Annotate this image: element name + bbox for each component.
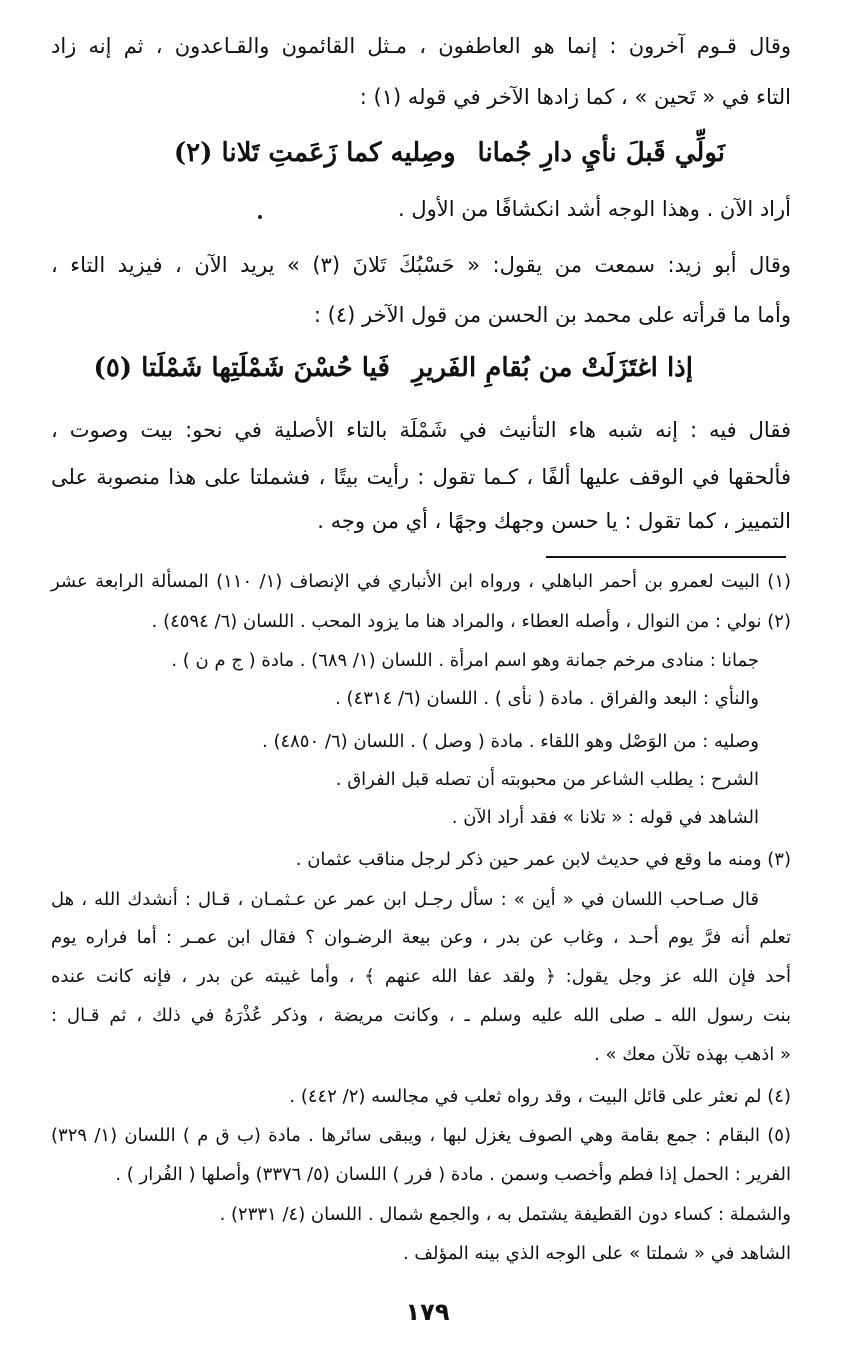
- footnote-5-line-1: (٥) البقام : جمع بقامة وهي الصوف يغزل لبها ، ويبقى سائرها . مادة (ب ق م ) اللسان (١/ ٣٢٩): [51, 1125, 791, 1146]
- body-line-4: وقال أبو زيد: سمعت من يقول: « حَسْبُكَ تَلانَ (٣) » يريد الآن ، فيزيد التاء ،: [51, 253, 791, 277]
- footnote-3-line-4: أحد فإن الله عز وجل يقول: ﴿ ولقد عفا الله عنهم ﴾ ، وأما غيبته عن بدر ، فإنه كانت عنده: [51, 966, 791, 987]
- body-line-7: فألحقها في الوقف عليها ألفًا ، كـما تقول : رأيت بيتًا ، فشملتا على هذا منصوبة على: [51, 465, 791, 489]
- verse-1-second-hemistich: وصِليه كما زَعَمتِ تَلانا (٢): [173, 138, 456, 168]
- footnote-2-line-3: والنأي : البعد والفراق . مادة ( نأى ) . اللسان (٦/ ٤٣١٤) .: [335, 688, 759, 709]
- footnote-3-line-2: قال صـاحب اللسان في « أين » : سأل رجـل ابن عمر عن عـثمـان ، قـال : أنشدك الله ، هل: [51, 889, 759, 910]
- footnote-5-line-4: الشاهد في « شملتا » على الوجه الذي بينه المؤلف .: [402, 1243, 791, 1264]
- body-line-1: وقال قـوم آخرون : إنما هو العاطفون ، مـثل القائمون والقـاعدون ، ثم إنه زاد: [51, 34, 791, 58]
- body-line-3: أراد الآن . وهذا الوجه أشد انكشافًا من الأول .: [398, 197, 791, 221]
- footnote-3-line-5: بنت رسول الله ـ صلى الله عليه وسلم ـ ، وكانت مريضة ، وذكر عُذْرَهُ في ذلك ، ثم قـال :: [51, 1005, 791, 1026]
- footnote-4: (٤) لم نعثر على قائل البيت ، وقد رواه ثعلب في مجالسه (٢/ ٤٤٢) .: [289, 1086, 791, 1107]
- body-line-6: فقال فيه : إنه شبه هاء التأنيث في شَمْلَة بالتاء الأصلية في نحو: بيت وصوت ،: [51, 418, 791, 442]
- footnote-3-line-3: تعلم أنه فرَّ يوم أحـد ، وغاب عن بدر ، وعن بيعة الرضـوان ؟ فقال ابن عمـر : أما فراره يوم: [51, 927, 791, 948]
- footnote-2-line-5: الشرح : يطلب الشاعر من محبوبته أن تصله قبل الفراق .: [335, 769, 759, 790]
- footnote-2-line-2: جمانا : منادى مرخم جمانة وهو اسم امرأة . اللسان (١/ ٦٨٩) . مادة ( ج م ن ) .: [171, 650, 759, 671]
- page-number: ١٧٩: [405, 1298, 450, 1326]
- footnote-3-line-6: « اذهب بهذه تلآن معك » .: [594, 1044, 791, 1065]
- body-line-2: التاء في « تَحين » ، كما زادها الآخر في قوله (١) :: [359, 85, 791, 109]
- footnote-2-line-6: الشاهد في قوله : « تلانا » فقد أراد الآن .: [451, 807, 759, 828]
- footnote-5-line-2: الفرير : الحمل إذا فطم وأخصب وسمن . مادة ( فرر ) اللسان (٥/ ٣٣٧٦) وأصلها ( الفُرار ) .: [115, 1164, 791, 1185]
- footnote-3-line-1: (٣) ومنه ما وقع في حديث لابن عمر حين ذكر لرجل مناقب عثمان .: [295, 849, 791, 870]
- verse-2: [94, 355, 693, 381]
- verse-2-second-hemistich: فَيا حُسْنَ شَمْلَتِها شَمْلَتا (٥): [93, 353, 390, 383]
- footnote-1: (١) البيت لعمرو بن أحمر الباهلي ، ورواه ابن الأنباري في الإنصاف (١/ ١١٠) المسألة الرابعة عشر: [51, 571, 792, 592]
- footnote-2-line-4: وصليه : من الوَصْل وهو اللقاء . مادة ( وصل ) . اللسان (٦/ ٤٨٥٠) .: [262, 731, 759, 752]
- footnote-separator: [546, 556, 786, 558]
- verse-1: [174, 140, 725, 166]
- footnote-5-line-3: والشملة : كساء دون القطيفة يشتمل به ، والجمع شمال . اللسان (٤/ ٢٣٣١) .: [219, 1204, 791, 1225]
- verse-2-first-hemistich: إذا اغتَزَلَتْ من بُقامِ الفَريرِ: [411, 353, 693, 383]
- body-line-8: التمييز ، كما تقول : يا حسن وجهك وجهًا ، أي من وجه .: [317, 509, 791, 533]
- body-line-5: وأما ما قرأته على محمد بن الحسن من قول الآخر (٤) :: [313, 303, 791, 327]
- stray-mark: [258, 215, 262, 219]
- footnote-2-line-1: (٢) نولي : من النوال ، وأصله العطاء ، والمراد هنا ما يزود المحب . اللسان (٦/ ٤٥٩٤) .: [151, 611, 791, 632]
- verse-1-first-hemistich: نَولِّي قَبلَ نأيِ دارِ جُمانا: [477, 138, 725, 168]
